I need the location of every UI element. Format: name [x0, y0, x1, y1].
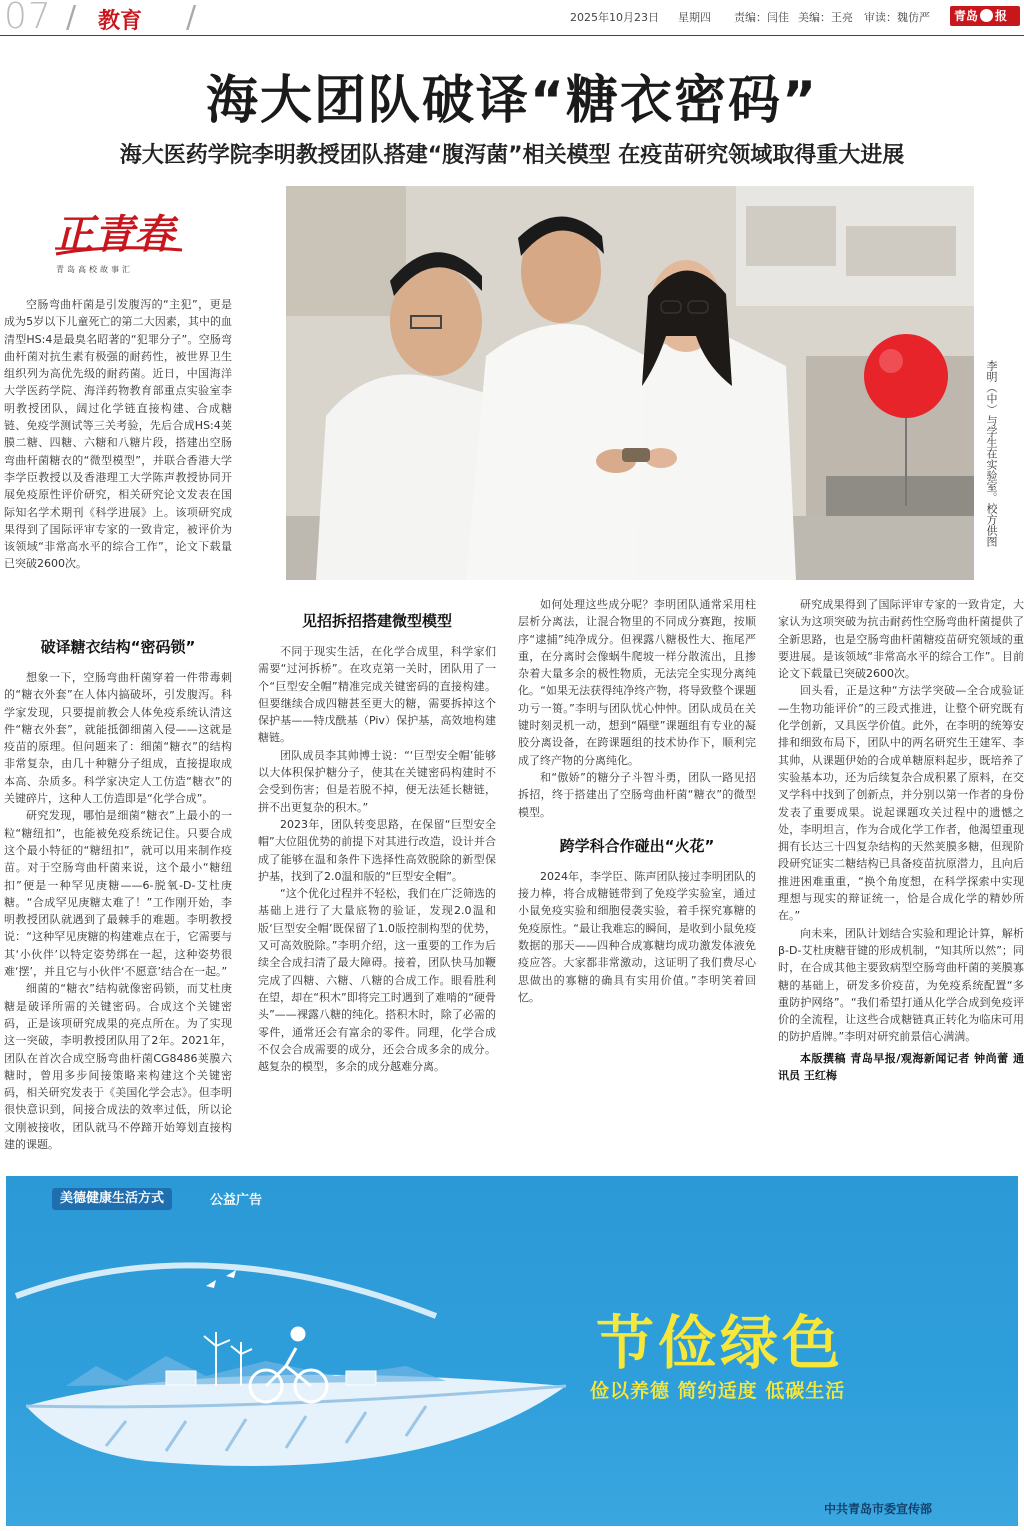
section-name: 教育 — [98, 9, 143, 34]
body-paragraph: 2023年，团队转变思路，在保留“巨型安全帽”大位阻优势的前提下对其进行改造，设计并合成了能够在温和条件下选择性高效脱除的新型保护基，找到了2.0温和版的“巨型安全帽”。 — [258, 817, 496, 883]
column-logo-title: 正青春 — [54, 211, 174, 258]
page-number: 07 — [4, 0, 52, 37]
photo-caption: 李明（中）与学生在实验室。校方供图 — [985, 360, 998, 547]
logo-text: 青岛 — [954, 9, 979, 23]
ad-sponsor: 中共青岛市委宣传部 — [824, 1502, 933, 1516]
article-column-3 — [518, 596, 756, 1162]
lab-photo-image — [286, 186, 974, 580]
birds-icon — [206, 1270, 236, 1288]
byline: 本版撰稿 青岛早报/观海新闻记者 钟尚蕾 通讯员 王红梅 — [778, 1051, 1024, 1083]
body-paragraph: 研究成果得到了国际评审专家的一致肯定，大家认为这项突破为抗击耐药性空肠弯曲杆菌提供了全新思路，也是空肠弯曲杆菌糖疫苗研究领域的重要进展。是该领域“非常高水平的综合工作”。目前论文下载量已突破2600次。 — [778, 598, 1024, 681]
header-divider: / — [66, 0, 77, 35]
page-header — [0, 0, 1024, 36]
body-paragraph: 想象一下，空肠弯曲杆菌穿着一件带毒刺的“糖衣外套”在人体内搞破坏，引发腹泻。科学家发现，只要提前教会人体免疫系统认清这件“糖衣外套”，就能抵御细菌入侵——这就是疫苗的原理。但问题来了：细菌“糖衣”的结构非常复杂，由几十种糖分子组成，直接提取成本高、杂质多。科学家决定人工仿造“糖衣”的关键碎片，这种人工仿造即是“化学合成”。 — [4, 671, 232, 806]
public-service-ad — [6, 1176, 1018, 1526]
subheadline: 海大医药学院李明教授团队搭建“腹泻菌”相关模型 在疫苗研究领域取得重大进展 — [119, 143, 905, 168]
newspaper-logo — [950, 6, 1020, 26]
section-title: 破译糖衣结构“密码锁” — [40, 638, 196, 656]
issue-weekday: 星期四 — [678, 11, 711, 24]
body-paragraph: 细菌的“糖衣”结构就像密码锁，而艾杜庚糖是破译所需的关键密码。合成这个关键密码，正是该项研究成果的亮点所在。为了实现这一突破，李明教授团队用了2年。2021年，团队在首次合成空肠弯曲杆菌CG8486荚膜六糖时，曾用多步间接策略来构建这个关键密码，相关研究发表于《美国化学会志》。但李明很快意识到，间接合成法的效率过低，所以论文刚被接收，团队就马不停蹄开始筹划直接构建的课题。 — [4, 982, 232, 1152]
body-paragraph: 和“傲娇”的糖分子斗智斗勇，团队一路见招拆招，终于搭建出了空肠弯曲杆菌“糖衣”的微型模型。 — [518, 770, 756, 819]
section-title: 跨学科合作碰出“火花” — [559, 836, 715, 855]
proofreader-credit: 审读：魏仿严 — [864, 11, 930, 24]
body-paragraph: 如何处理这些成分呢？李明团队通常采用柱层析分离法，让混合物里的不同成分赛跑，按顺序“逮捕”纯净成分。但裸露八糖极性大、拖尾严重，在分离时会像蜗牛爬坡一样分散流出，且掺杂着大量多余的极性物质，无法完全实现分离纯化。“如果无法获得纯净终产物，将导致整个课题功亏一篑。”李明与团队忧心忡忡。团队成员在关键时刻灵机一动，想到“隔壁”课题组有专业的凝胶分离设备，在跨课题组的技术协作下，顺利完成了终产物的分离纯化。 — [518, 598, 756, 767]
headline: 海大团队破译“糖衣密码” — [205, 71, 819, 131]
body-paragraph: “这个优化过程并不轻松，我们在广泛筛选的基础上进行了大量底物的验证，发现2.0温和版‘巨型安全帽’既保留了1.0版控制构型的优势，又可高效脱除。”李明介绍，这一重要的工作为后续全合成扫清了最大障碍。接着，团队快马加鞭完成了四糖、六糖、八糖的合成工作。眼看胜利在望，却在“积木”即将完工时遇到了难啃的“硬骨头”——裸露八糖的纯化。搭积木时，除了必需的零件，通常还会有富余的零件。同理，化学合成不仅会合成需要的成分，还会合成多余的成分。越复杂的模型，多余的成分越难分离。 — [258, 887, 496, 1074]
lead-paragraph: 空肠弯曲杆菌是引发腹泻的“主犯”，更是成为5岁以下儿童死亡的第二大因素，其中的血清型HS:4是最臭名昭著的“犯罪分子”。空肠弯曲杆菌对抗生素有极强的耐药性，被世界卫生组织列为高优先级的耐药菌。近日，中国海洋大学医药学院、海洋药物教育部重点实验室李明教授团队，阔过化学链直接构建、合成糖链、免疫学测试等三关考验，先后合成HS:4荚膜二糖、四糖、六糖和八糖片段，搭建出空肠弯曲杆菌糖衣的“微型模型”，并联合香港大学李学臣教授以及香港理工大学陈声教授协同开展免疫原性评价研究，相关研究论文发表在国际知名学术期刊《科学进展》上。该项研究成果得到了国际评审专家的一致肯定，被评价为该领域“非常高水平的综合工作”，论文下载量已突破2600次。 — [4, 298, 232, 571]
article-column-1 — [4, 622, 232, 1162]
body-paragraph: 不同于现实生活，在化学合成里，科学家们需要“过河拆桥”。在攻克第一关时，团队用了一个“巨型安全帽”精准完成关键密码的直接构建。但要继续合成四糖甚至更大的糖，需要拆掉这个保护基——特戊酰基（Piv）保护基，高效地构建糖链。 — [258, 645, 496, 745]
editor-credit: 责编：闫佳 — [734, 11, 789, 24]
article-column-4 — [778, 596, 1024, 1162]
column-logo-art — [50, 196, 190, 262]
article-column-2 — [258, 596, 496, 1162]
column-logo — [50, 196, 190, 276]
header-divider: / — [186, 0, 197, 35]
body-paragraph: 向未来，团队计划结合实验和理论计算，解析β-D-艾杜庚糖苷键的形成机制，“知其所以然”；同时，在合成其他主要致病型空肠弯曲杆菌的荚膜寡糖的基础上，研发多价疫苗，为免疫系统配置“多重防护网络”。“我们希望打通从化学合成到免疫评价的全流程，让这些合成糖链真正转化为临床可用的防护盾牌。”李明对研究前景信心满满。 — [778, 926, 1024, 1044]
column-logo-subtitle: 青岛高校故事汇 — [56, 265, 133, 274]
lab-photo — [286, 186, 974, 580]
art-editor-credit: 美编：王亮 — [798, 11, 853, 24]
issue-date: 2025年10月23日 — [570, 11, 659, 24]
ad-slogan: 俭以养德 简约适度 低碳生活 — [590, 1380, 846, 1402]
body-paragraph: 2024年，李学臣、陈声团队接过李明团队的接力棒，将合成糖链带到了免疫学实验室，通过小鼠免疫实验和细胞侵袭实验，着手探究寡糖的免疫原性。“最让我难忘的瞬间，是收到小鼠免疫数据的那天——四种合成寡糖均成功激发体液免疫应答。大家都非常激动，这证明了我们费尽心思做出的寡糖的确具有实用价值。”李明笑着回忆。 — [518, 869, 756, 1004]
section-title: 见招拆招搭建微型模型 — [301, 612, 452, 630]
ad-title: 节俭绿色 — [596, 1309, 845, 1377]
ad-type-label: 公益广告 — [210, 1193, 263, 1208]
article-lead — [4, 296, 232, 616]
leaf-illustration — [6, 1236, 586, 1516]
body-paragraph: 团队成员李其帅博士说：“‘巨型安全帽’能够以大体积保护糖分子，使其在关键密码构建时不会受到伤害；但是若脱不掉，便无法延长糖链，拼不出更复杂的积木。” — [258, 748, 496, 814]
body-paragraph: 回头看，正是这种“方法学突破—全合成验证—生物功能评价”的三段式推进，让整个研究既有化学创新，又具医学价值。此外，在李明的统筹安排和细致布局下，团队中的两名研究生王建军、李其帅，从课题伊始的合成单糖原料起步，既培养了实验基本功，还为后续复杂合成积累了原料，在交叉学科中找到了创新点，并分别以第一作者的身份发表了重要成果。说起课题攻关过程中的遗憾之处，李明坦言，作为合成化学工作者，他渴望重现拥有长达三十四复杂结构的天然荚膜多糖，但现阶段研究证实二糖结构已具备疫苗抗原潜力，且向后推进困难重重，“换个角度想，在科学探索中实现理想与现实的辩证统一，恰是合成化学的精妙所在。” — [778, 684, 1024, 923]
logo-mark-icon — [980, 9, 993, 22]
body-paragraph: 研究发现，哪怕是细菌“糖衣”上最小的一粒“糖纽扣”，也能被免疫系统记住。只要合成这个最小特征的“糖纽扣”，就可以用来制作疫苗。对于空肠弯曲杆菌来说，这个最小“糖纽扣”便是一种罕见庚糖——6-脱氧-D-艾杜庚糖。“合成罕见庚糖太难了！”工作刚开始，李明教授团队就遇到了最棘手的难题。李明教授说：“这种罕见庚糖的构建难点在于，它需要与其‘小伙伴’以特定姿势绑在一起，这种姿势很难‘摆’，并且它与小伙伴‘不愿意’结合在一起。” — [4, 809, 232, 979]
logo-text: 报 — [995, 9, 1008, 23]
ad-tag: 美德健康生活方式 — [52, 1188, 172, 1210]
